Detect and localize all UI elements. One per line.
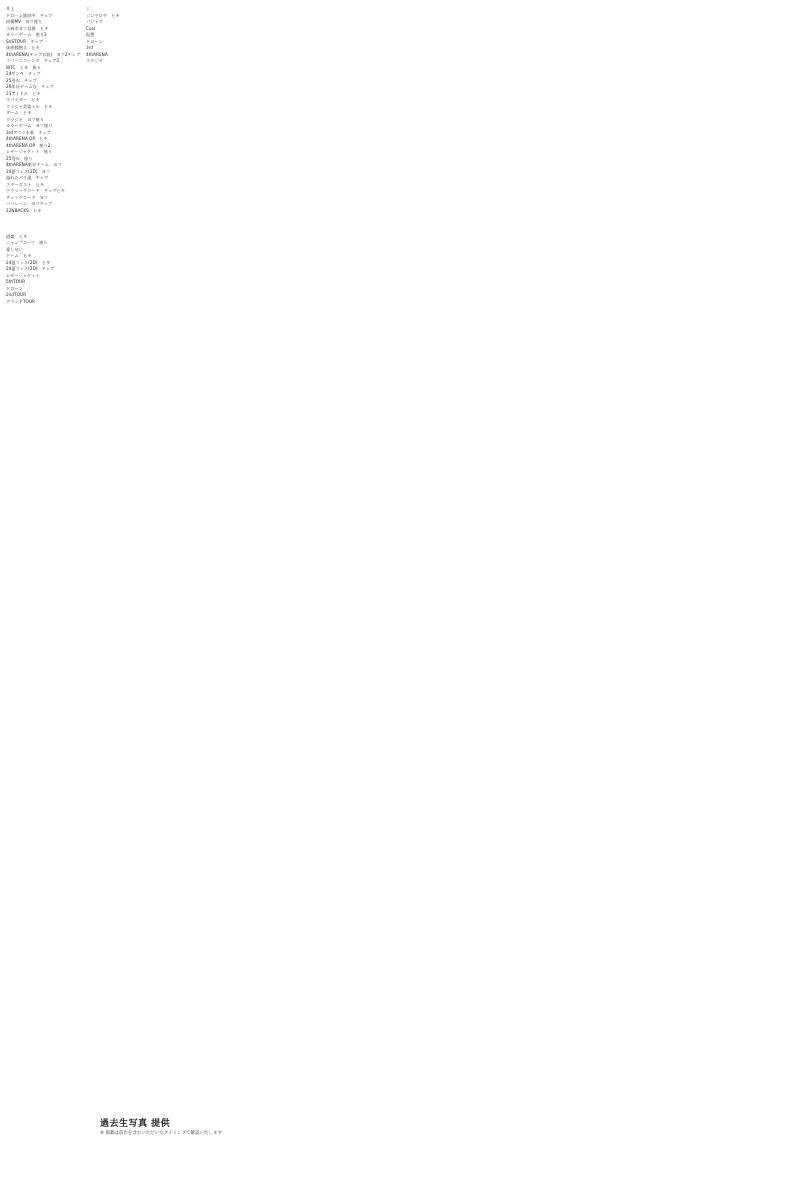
footer-title: 過去生写真 提供	[100, 1119, 171, 1129]
list-item: 24サンタ チェブ	[6, 71, 41, 76]
list-item: Cool	[86, 25, 96, 31]
list-item: 12NBACKS ヒキ	[6, 207, 42, 213]
list-column	[491, 6, 564, 1116]
list-item: ジャンプスーツ 座り	[6, 240, 48, 245]
list-item: ドローン	[6, 285, 23, 291]
list-item: 小林幸ヨツ忍群 ヒキ	[6, 25, 49, 31]
list-item: 井上	[6, 6, 15, 11]
list-item: SnSTOUR チェブ	[6, 38, 43, 44]
list-item: 5thTOUR	[6, 279, 26, 284]
list-item: ドローン	[86, 38, 103, 44]
list-item: クラシックコード チェブヒキ	[6, 188, 66, 193]
list-item: パジャマ	[86, 19, 103, 24]
footer-note: ※ 掲載は前作を含むいただいたタイミングで確認いたします	[100, 1131, 223, 1136]
list-item: ババレーン ヨツチェブ	[6, 201, 53, 206]
list-item: 25浴衣 座り	[6, 155, 33, 161]
list-column	[703, 6, 796, 1116]
list-item: ウラジャ美姿ミル ヒキ	[6, 103, 53, 109]
list-column	[251, 6, 329, 1116]
list-item: 26年長ゲームな チェブ	[6, 84, 54, 89]
list-item: ドーム ヒキ	[6, 253, 32, 258]
list-item: グランドTOUR	[6, 298, 35, 304]
list-item: WTC ヒキ 座り	[6, 64, 41, 70]
list-item: 4thARENA東京ドーム ヨツ	[6, 162, 62, 167]
list-item: 4thARENA	[86, 51, 108, 57]
list-column	[411, 6, 491, 1116]
list-item: 24夏フェス(2D) ヒキ	[6, 259, 51, 265]
list-item: ドローン旅回中 チェブ	[6, 12, 53, 18]
list-column	[171, 6, 251, 1116]
list-item: カラーゲーム 座り2	[6, 32, 47, 37]
list-item: 24夏フェス(2D) ヨツ	[6, 168, 51, 174]
list-item: レザージャケット	[6, 272, 40, 278]
list-item: 4thARENA OP ヒキ	[6, 136, 48, 141]
list-item: ダーム ヒキ	[6, 110, 32, 115]
list-item: ラパーニコーンダ チェブ2	[6, 58, 60, 63]
photo-list-sheet	[6, 6, 796, 1116]
list-item: ウラジャ ヨツ座り	[6, 116, 45, 122]
list-column	[564, 6, 641, 1116]
list-item: チェックコード ヨツ	[6, 194, 49, 200]
list-item: 24夏フェス(2D) チェブ	[6, 266, 55, 271]
list-item: 床座膝抱え ヒキ	[6, 45, 40, 50]
list-item	[86, 1111, 171, 1116]
list-column	[329, 6, 411, 1116]
list-item: 2ndTOUR	[6, 292, 27, 297]
list-item: カラーゲーム ヨツ座り	[6, 123, 53, 128]
list-item: スタジオ	[86, 58, 103, 63]
list-item: 3rd	[86, 45, 94, 50]
list-item: 道楽 ヒキ	[6, 233, 28, 239]
list-item: 3rdアニラ水着 チェブ	[6, 129, 51, 135]
list-item: 同棲MV ヨツ座り	[6, 19, 43, 24]
list-item: 仮想	[86, 32, 95, 37]
list-item: 4thARENA OP 座り2	[6, 142, 51, 148]
list-item: ジ	[86, 6, 91, 11]
list-item: 23アイドル ヒキ	[6, 90, 41, 96]
list-item: スターダスト ヒキ	[6, 181, 45, 187]
list-item: 25浴衣 チェブ	[6, 77, 37, 83]
list-item: 愛しせい	[6, 246, 23, 252]
list-item: レザージャケット 座り	[6, 149, 53, 154]
list-column	[6, 6, 86, 1116]
list-item: 4thARENA(チェブ衣装) ヨツ2チェブ	[6, 51, 81, 57]
list-item: スパイダー ヒキ	[6, 97, 40, 102]
list-item: 溢れたパリ池 チェブ	[6, 175, 49, 180]
list-item	[6, 1111, 86, 1116]
list-column	[86, 6, 171, 1116]
list-column	[641, 6, 703, 1116]
list-item: ジンヤロゲ ヒキ	[86, 12, 120, 18]
footer	[100, 1118, 520, 1137]
